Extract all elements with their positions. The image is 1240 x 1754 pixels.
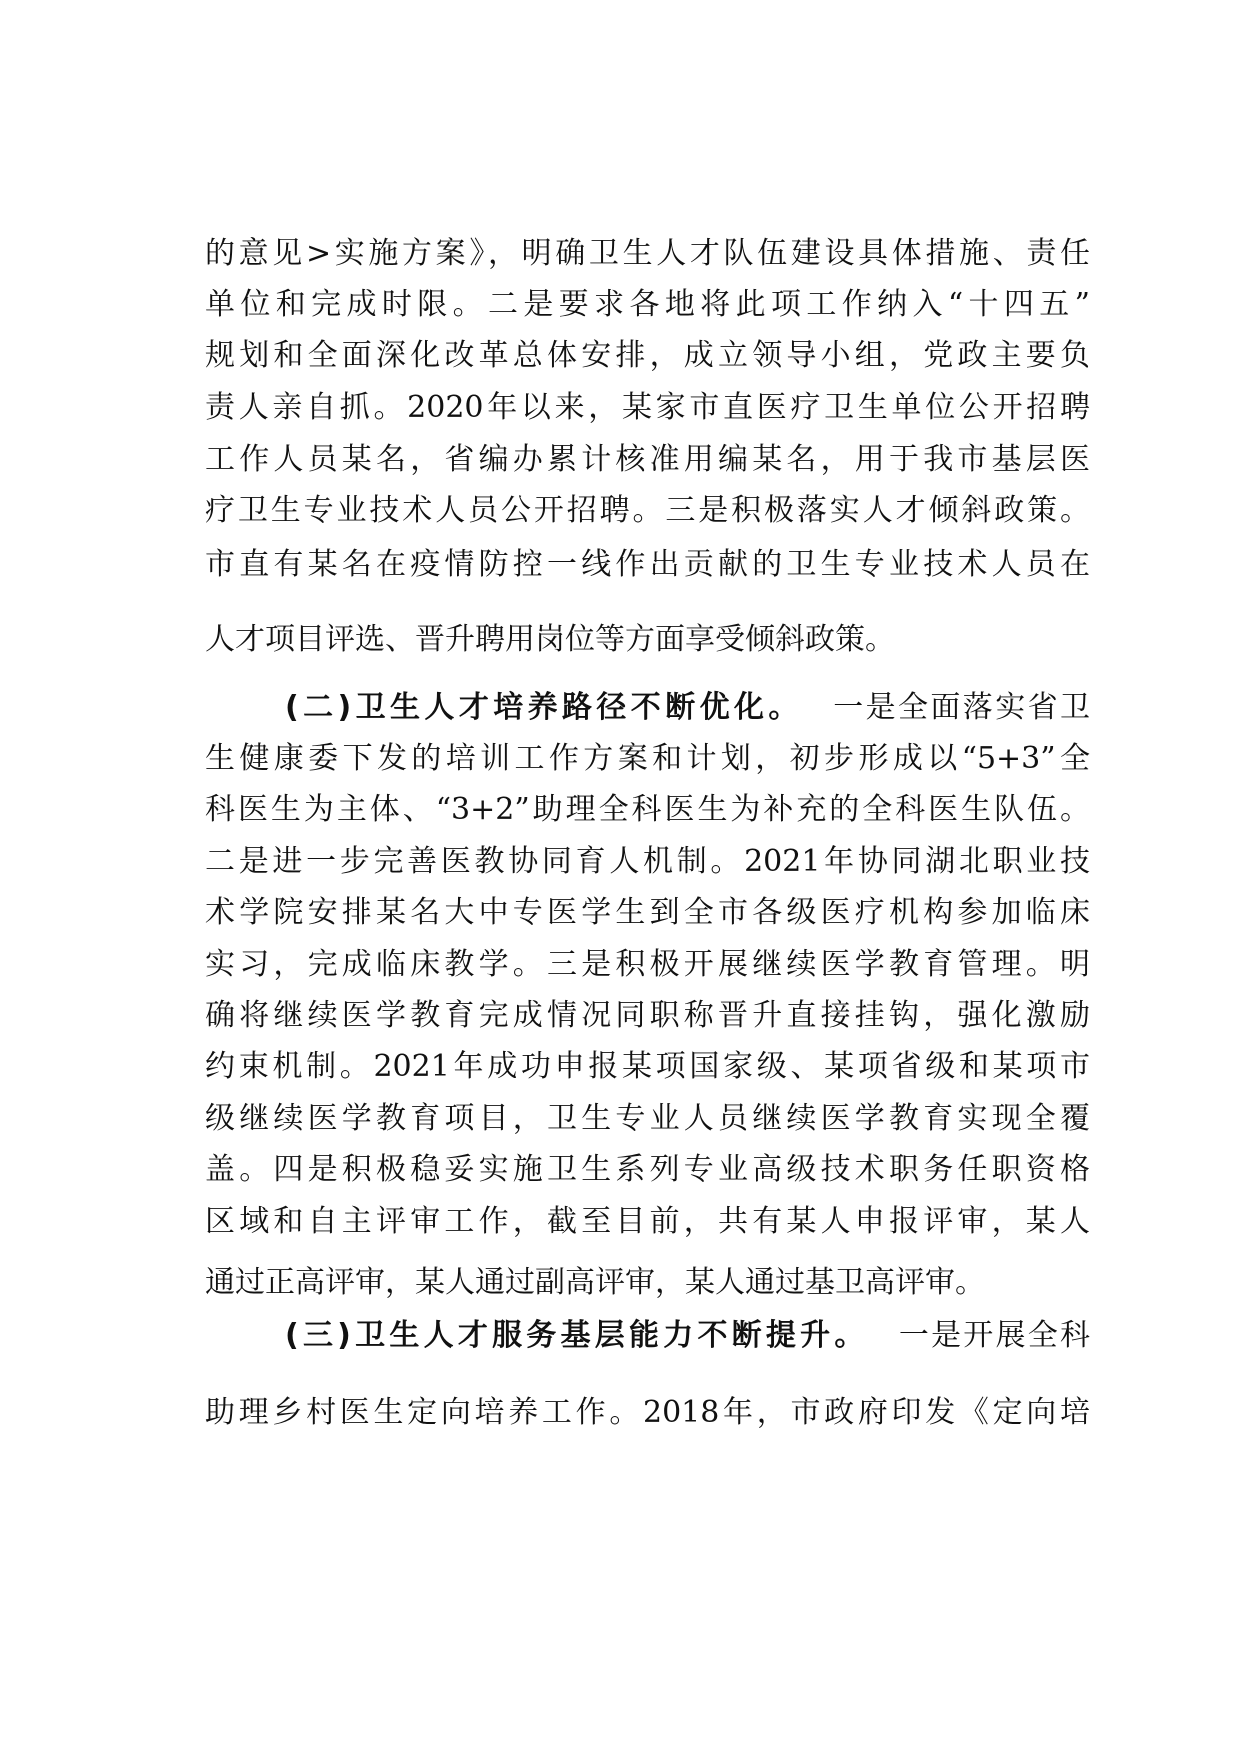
body-text-line: 规划和全面深化改革总体安排，成立领导小组，党政主要负 [205, 338, 1090, 373]
body-text-line: 盖。四是积极稳妥实施卫生系列专业高级技术职务任职资格 [205, 1152, 1090, 1187]
body-text-line: 单位和完成时限。二是要求各地将此项工作纳入“十四五” [205, 287, 1090, 322]
body-text-line: 科医生为主体、“3+2”助理全科医生为补充的全科医生队伍。 [205, 792, 1090, 827]
section-heading: (三)卫生人才服务基层能力不断提升。 [285, 1318, 869, 1353]
body-text-line: 助理乡村医生定向培养工作。2018年，市政府印发《定向培 [205, 1395, 1090, 1430]
body-text: 一是开展全科 [896, 1318, 1090, 1353]
body-text: 一是全面落实省卫 [830, 690, 1090, 725]
body-text-line: 区域和自主评审工作，截至目前，共有某人申报评审，某人 [205, 1204, 1090, 1239]
body-text-line: 实习，完成临床教学。三是积极开展继续医学教育管理。明 [205, 947, 1090, 982]
body-text-line: 市直有某名在疫情防控一线作出贡献的卫生专业技术人员在 [205, 547, 1090, 582]
body-text-line: 生健康委下发的培训工作方案和计划，初步形成以“5+3”全 [205, 741, 1090, 776]
body-text-line: 二是进一步完善医教协同育人机制。2021年协同湖北职业技 [205, 844, 1090, 879]
body-text-line: 术学院安排某名大中专医学生到全市各级医疗机构参加临床 [205, 895, 1090, 930]
body-text-line: 责人亲自抓。2020年以来，某家市直医疗卫生单位公开招聘 [205, 390, 1090, 425]
body-text-line: 级继续医学教育项目，卫生专业人员继续医学教育实现全覆 [205, 1101, 1090, 1136]
body-text-line: 疗卫生专业技术人员公开招聘。三是积极落实人才倾斜政策。 [205, 493, 1090, 528]
section-heading-line [285, 688, 1090, 728]
body-text-line: 人才项目评选、晋升聘用岗位等方面享受倾斜政策。 [205, 622, 895, 657]
body-text-line: 通过正高评审，某人通过副高评审，某人通过基卫高评审。 [205, 1265, 985, 1300]
section-heading: (二)卫生人才培养路径不断优化。 [285, 690, 803, 725]
body-text-line: 工作人员某名，省编办累计核准用编某名，用于我市基层医 [205, 442, 1090, 477]
body-text-line: 约束机制。2021年成功申报某项国家级、某项省级和某项市 [205, 1049, 1090, 1084]
body-text-line: 确将继续医学教育完成情况同职称晋升直接挂钩，强化激励 [205, 998, 1090, 1033]
section-heading-line [285, 1316, 1090, 1356]
body-text-line: 的意见>实施方案》，明确卫生人才队伍建设具体措施、责任 [205, 236, 1090, 271]
